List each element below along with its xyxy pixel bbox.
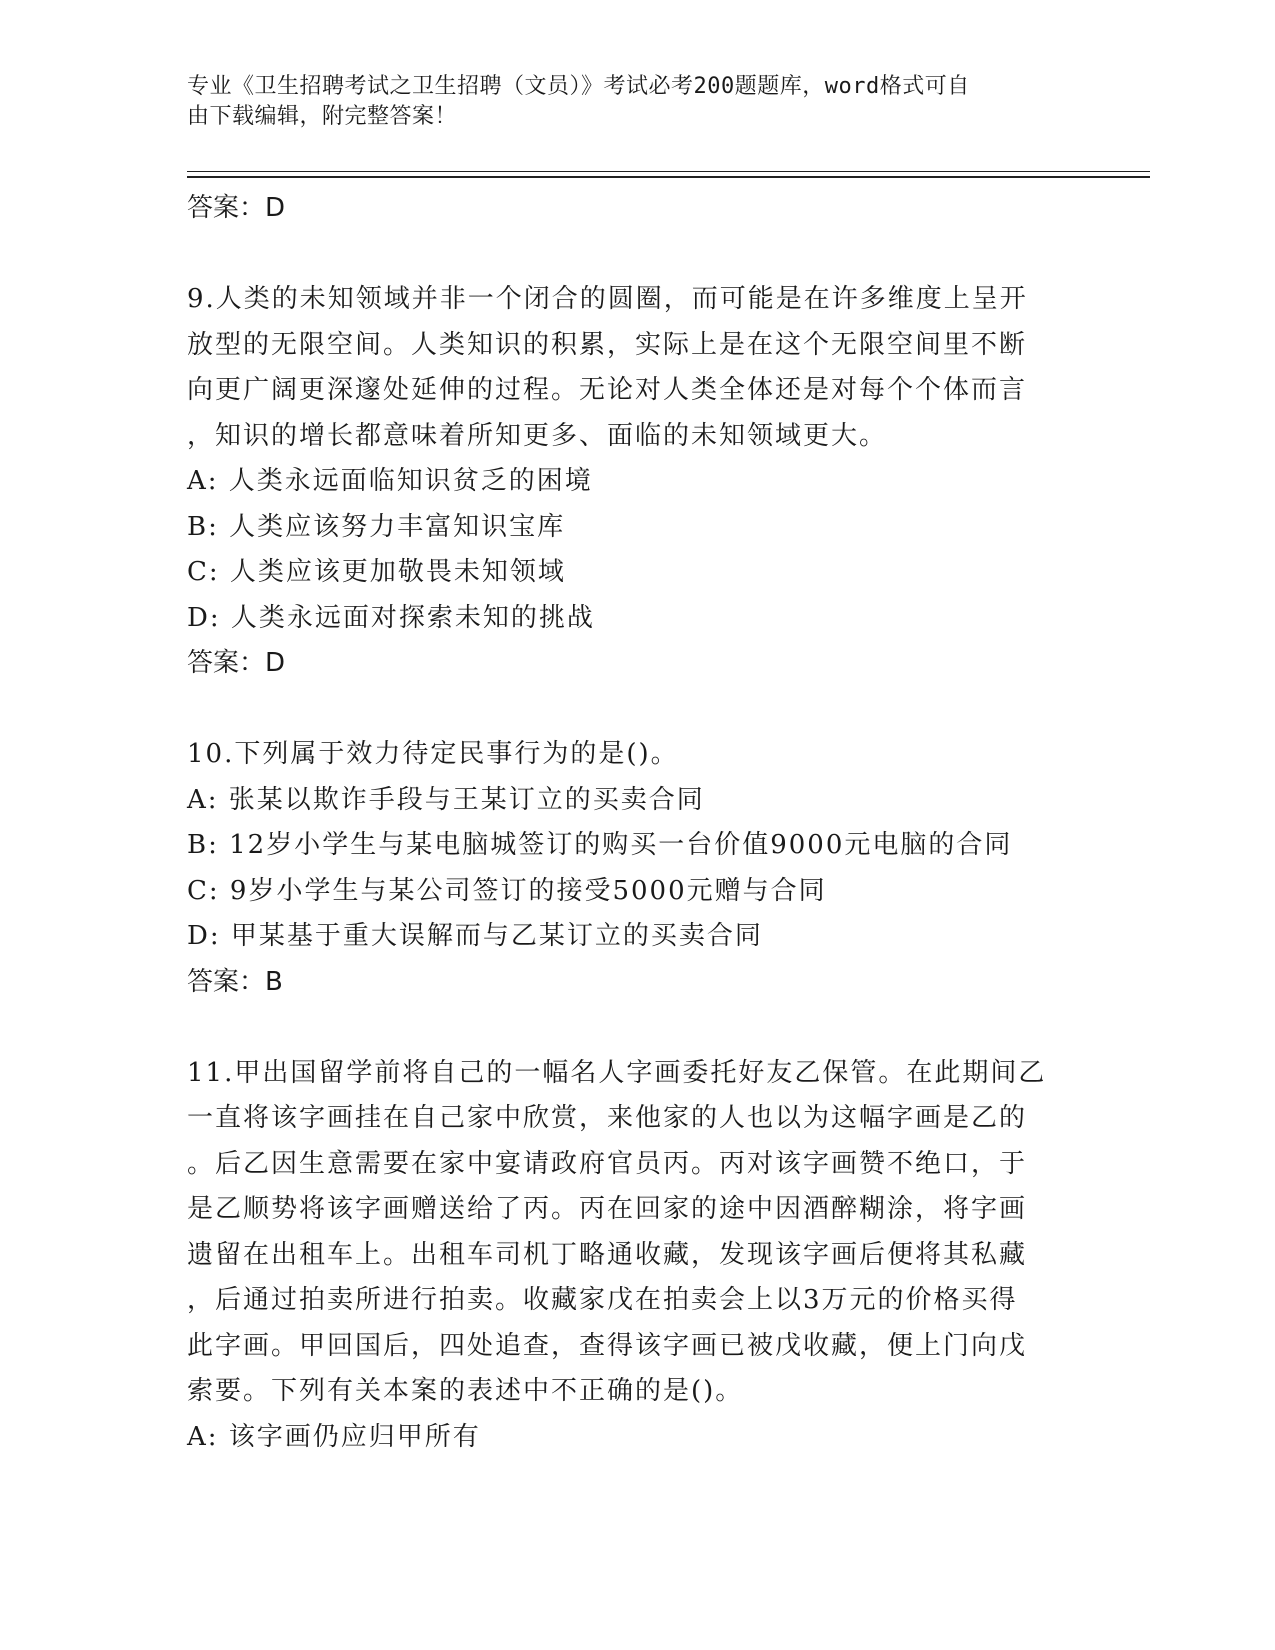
- question-11: [187, 1051, 1067, 1461]
- question-10: [187, 732, 1067, 1005]
- option-c: C: 9岁小学生与某公司签订的接受5000元赠与合同: [187, 875, 827, 906]
- question-stem-line: ，后通过拍卖所进行拍卖。收藏家戊在拍卖会上以3万元的价格买得: [187, 1285, 1018, 1315]
- option-a: A: 该字画仍应归甲所有: [187, 1421, 481, 1452]
- header-line-1: 专业《卫生招聘考试之卫生招聘（文员）》考试必考200题题库，word格式可自: [187, 74, 970, 99]
- option-a: A: 人类永远面临知识贫乏的困境: [187, 466, 593, 496]
- question-stem-line: 是乙顺势将该字画赠送给了丙。丙在回家的途中因酒醉糊涂，将字画: [187, 1194, 1028, 1224]
- option-b: B: 12岁小学生与某电脑城签订的购买一台价值9000元电脑的合同: [187, 830, 1013, 860]
- answer: 答案：B: [187, 966, 283, 997]
- option-d: D: 甲某基于重大误解而与乙某订立的买卖合同: [187, 921, 763, 951]
- document-body: [187, 186, 1067, 1460]
- spacer: [187, 232, 1067, 278]
- question-stem-line: 遗留在出租车上。出租车司机丁略通收藏，发现该字画后便将其私藏: [187, 1239, 1028, 1270]
- question-stem-line: 放型的无限空间。人类知识的积累，实际上是在这个无限空间里不断: [187, 329, 1028, 360]
- prev-answer: 答案：D: [187, 193, 286, 223]
- question-stem-line: 此字画。甲回国后，四处追查，查得该字画已被戊收藏，便上门向戊: [187, 1330, 1028, 1361]
- question-stem-line: ，知识的增长都意味着所知更多、面临的未知领域更大。: [187, 420, 888, 451]
- option-c: C: 人类应该更加敬畏未知领域: [187, 557, 566, 587]
- header-rule-thick: [187, 176, 1150, 178]
- question-stem-line: 11.甲出国留学前将自己的一幅名人字画委托好友乙保管。在此期间乙: [187, 1057, 1047, 1088]
- question-stem-line: 10.下列属于效力待定民事行为的是()。: [187, 739, 679, 769]
- option-b: B: 人类应该努力丰富知识宝库: [187, 511, 566, 542]
- question-stem-line: 索要。下列有关本案的表述中不正确的是()。: [187, 1376, 744, 1406]
- question-stem-line: 9.人类的未知领域并非一个闭合的圆圈，而可能是在许多维度上呈开: [187, 284, 1028, 314]
- question-stem-line: 向更广阔更深邃处延伸的过程。无论对人类全体还是对每个个体而言: [187, 375, 1028, 405]
- header-line-2: 由下载编辑，附完整答案！: [187, 104, 458, 129]
- option-a: A: 张某以欺诈手段与王某订立的买卖合同: [187, 784, 705, 815]
- spacer: [187, 1005, 1067, 1051]
- option-d: D: 人类永远面对探索未知的挑战: [187, 602, 595, 633]
- question-stem-line: 。后乙因生意需要在家中宴请政府官员丙。丙对该字画赞不绝口，于: [187, 1148, 1028, 1179]
- spacer: [187, 687, 1067, 733]
- header-rule-thin: [187, 171, 1150, 172]
- document-header: [187, 72, 1067, 132]
- question-9: [187, 277, 1067, 687]
- answer: 答案：D: [187, 648, 286, 678]
- question-stem-line: 一直将该字画挂在自己家中欣赏，来他家的人也以为这幅字画是乙的: [187, 1103, 1028, 1133]
